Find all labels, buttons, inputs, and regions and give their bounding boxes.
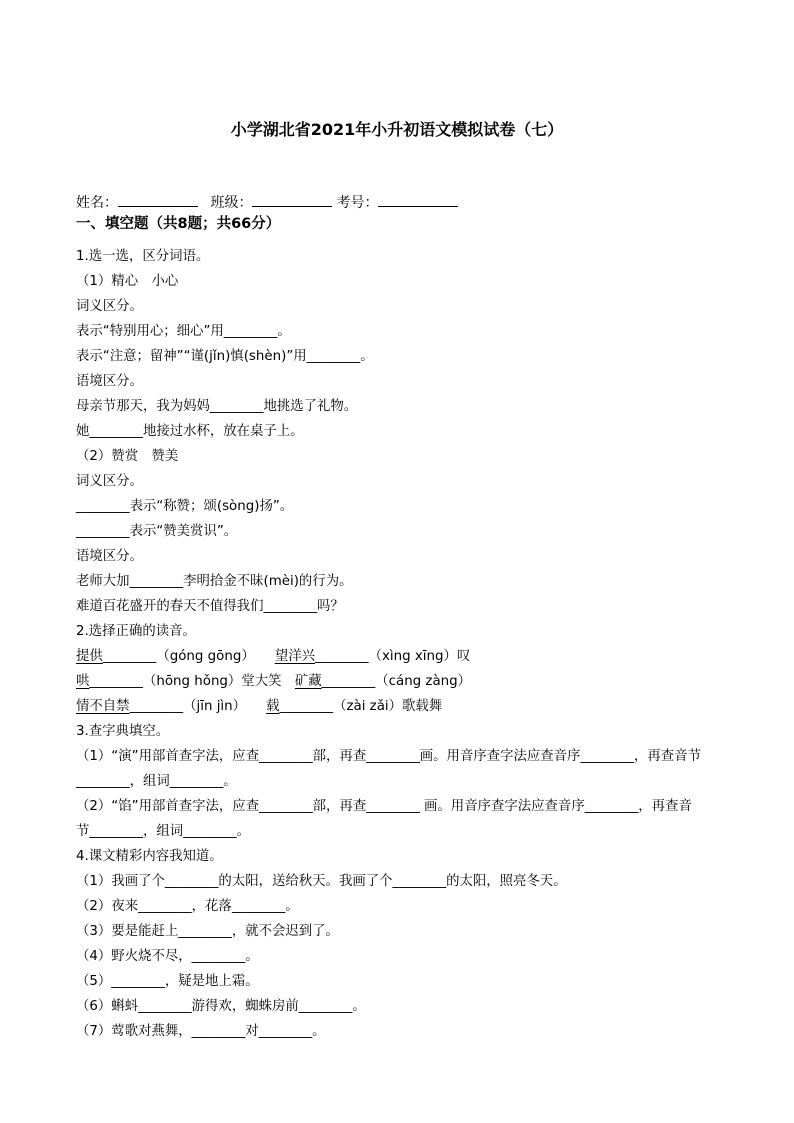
line-text: ________表示“称赞；颂(sòng)扬”。 xyxy=(76,499,294,514)
line-text: 老师大加________李明拾金不昧(mèi)的行为。 xyxy=(76,574,353,589)
line-text: （2）“馅”用部首查字法，应查________部，再查________ 画。用音序查字法应查音序________，再查音 xyxy=(76,799,692,814)
line-text: （4）野火烧不尽，________。 xyxy=(76,949,259,964)
question-line xyxy=(76,347,726,372)
line-text: ________（hōng hǒng）堂大笑 xyxy=(89,674,295,689)
exam-no-label: 考号： xyxy=(336,195,379,211)
underlined-word: 情不自禁 xyxy=(76,699,130,714)
exam-no-field[interactable] xyxy=(378,192,458,207)
question-line xyxy=(76,872,726,897)
student-info-row xyxy=(76,192,462,212)
line-text: 表示“特别用心；细心”用________。 xyxy=(76,324,291,339)
class-field[interactable] xyxy=(252,192,332,207)
question-line xyxy=(76,722,726,747)
line-text: 词义区分。 xyxy=(76,299,143,314)
question-line xyxy=(76,597,726,622)
question-line xyxy=(76,547,726,572)
name-label: 姓名： xyxy=(76,195,118,211)
line-text: 母亲节那天，我为妈妈________地挑选了礼物。 xyxy=(76,399,358,414)
line-text: 1.选一选，区分词语。 xyxy=(76,249,210,264)
line-text: ________表示“赞美赏识”。 xyxy=(76,524,238,539)
class-label: 班级： xyxy=(210,195,253,211)
line-text: （2）赞赏 赞美 xyxy=(76,449,179,464)
underlined-word: 哄 xyxy=(76,674,90,689)
line-text: 3.查字典填空。 xyxy=(76,724,170,739)
question-line xyxy=(76,297,726,322)
line-text: 词义区分。 xyxy=(76,474,143,489)
line-text: 她________地接过水杯，放在桌子上。 xyxy=(76,424,304,439)
question-line xyxy=(76,322,726,347)
underlined-word: 载 xyxy=(266,699,280,714)
question-line xyxy=(76,472,726,497)
line-text: （1）我画了个________的太阳，送给秋天。我画了个________的太阳，照亮冬天。 xyxy=(76,874,567,889)
line-text: 语境区分。 xyxy=(76,549,143,564)
page-title: 小学湖北省2021年小升初语文模拟试卷（七） xyxy=(230,120,564,139)
question-line xyxy=(76,747,726,772)
line-text: ________（zài zǎi）歌载舞 xyxy=(279,699,443,714)
question-line xyxy=(76,1022,726,1047)
line-text: （5）________，疑是地上霜。 xyxy=(76,974,259,989)
line-text: 2.选择正确的读音。 xyxy=(76,624,196,639)
line-text: （7）莺歌对燕舞，________对________。 xyxy=(76,1024,326,1039)
question-line xyxy=(76,622,726,647)
line-text: ________（góng gōng） xyxy=(102,649,275,664)
underlined-word: 望洋兴 xyxy=(274,649,315,664)
question-line xyxy=(76,272,726,297)
line-text: ________（xìng xīng）叹 xyxy=(315,649,471,664)
question-content xyxy=(76,247,726,1047)
line-text: 语境区分。 xyxy=(76,374,143,389)
line-text: 表示“注意；留神”“谨(jǐn)慎(shèn)”用________。 xyxy=(76,349,374,364)
question-line xyxy=(76,397,726,422)
question-line xyxy=(76,697,726,722)
question-line xyxy=(76,672,726,697)
question-line xyxy=(76,897,726,922)
line-text: 4.课文精彩内容我知道。 xyxy=(76,849,223,864)
question-line xyxy=(76,947,726,972)
question-line xyxy=(76,997,726,1022)
question-line xyxy=(76,372,726,397)
line-text: （1）“演”用部首查字法，应查________部，再查________画。用音序查字法应查音序________，再查音节 xyxy=(76,749,701,764)
question-line xyxy=(76,247,726,272)
question-line xyxy=(76,847,726,872)
name-field[interactable] xyxy=(118,192,198,207)
question-line xyxy=(76,497,726,522)
line-text: ________，组词________。 xyxy=(76,774,237,789)
section-heading: 一、填空题（共8题；共66分） xyxy=(76,216,281,232)
question-line xyxy=(76,797,726,822)
question-line xyxy=(76,572,726,597)
question-line xyxy=(76,772,726,797)
question-line xyxy=(76,972,726,997)
line-text: （2）夜来________，花落________。 xyxy=(76,899,299,914)
line-text: （3）要是能赶上________，就不会迟到了。 xyxy=(76,924,339,939)
line-text: 节________，组词________。 xyxy=(76,824,251,839)
question-line xyxy=(76,822,726,847)
question-line xyxy=(76,922,726,947)
question-line xyxy=(76,422,726,447)
question-line xyxy=(76,447,726,472)
question-line xyxy=(76,647,726,672)
underlined-word: 矿藏 xyxy=(294,674,322,689)
line-text: 难道百花盛开的春天不值得我们________吗？ xyxy=(76,599,344,614)
line-text: （6）蝌蚪________游得欢，蜘蛛房前________。 xyxy=(76,999,366,1014)
line-text: ________（jīn jìn） xyxy=(129,699,267,714)
line-text: ________（cáng zàng） xyxy=(321,674,472,689)
question-line xyxy=(76,522,726,547)
line-text: （1）精心 小心 xyxy=(76,274,179,289)
underlined-word: 提供 xyxy=(76,649,103,664)
